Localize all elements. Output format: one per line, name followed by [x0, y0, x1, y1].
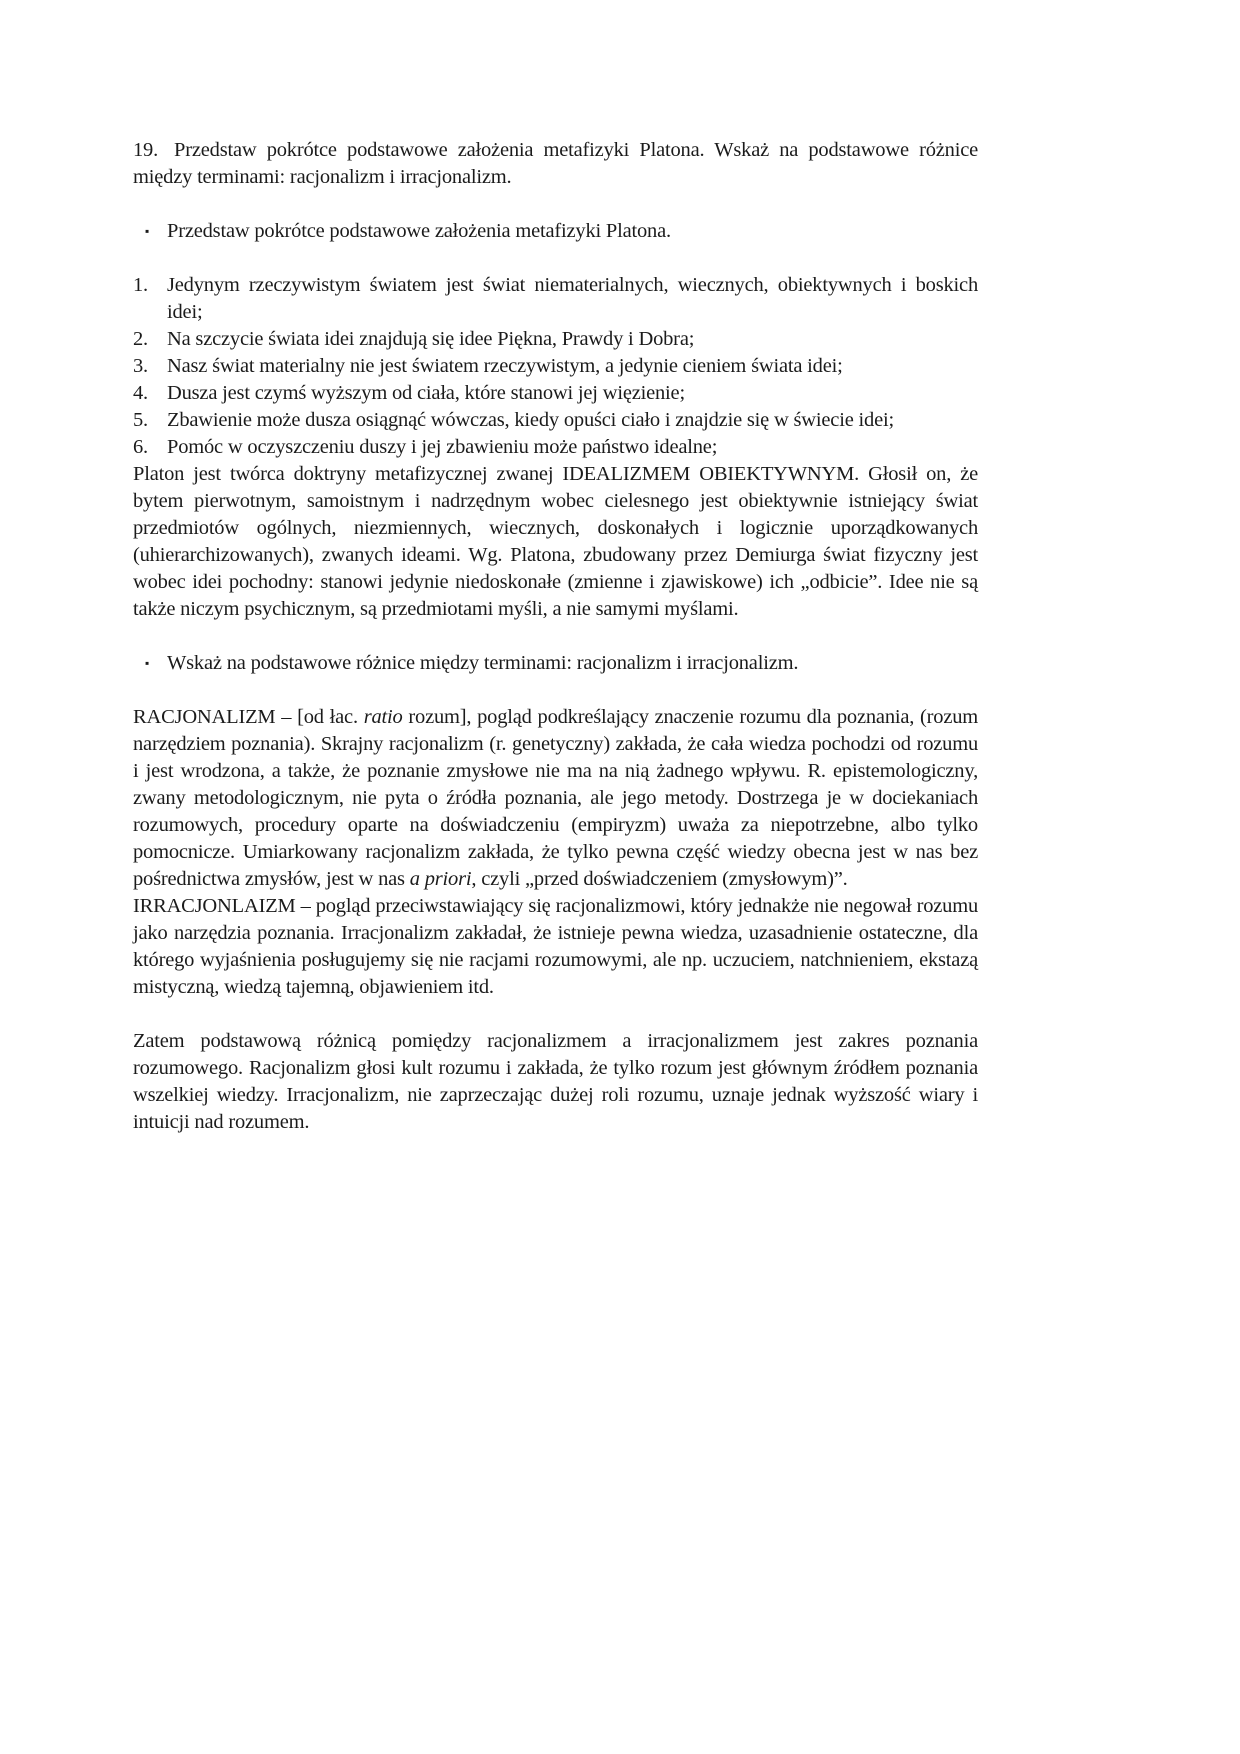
question-text: Przedstaw pokrótce podstawowe założenia metafizyki Platona. Wskaż na podstawowe różnice między terminami: racjonalizm i irracjonalizm.: [133, 139, 978, 188]
racjonalizm-text-part2: rozum], pogląd podkreślający znaczenie rozumu dla poznania, (rozum narzędziem poznania). Skrajny racjonalizm (r. genetyczny) zakłada, że cała wiedza pochodzi od rozumu i jest wrodzona, a także, że poznanie zmysłowe nie ma na nią żadnego wpływu. R. epistemologiczny, zwany metodologicznym, nie pyta o źródła poznania, ale jego metody. Dostrzega je w dociekaniach rozumowych, procedury oparte na doświadczeniu (empiryzm) uważa za niepotrzebne, albo tylko pomocnicze. Umiarkowany racjonalizm zakłada, że tylko pewna część wiedzy obecna jest w nas bez pośrednictwa zmysłów, jest w nas: [133, 706, 979, 890]
list-item-text: Jedynym rzeczywistym światem jest świat niematerialnych, wiecznych, obiektywnych i boskich idei;: [167, 274, 978, 323]
spacer: [133, 245, 978, 272]
list-item-text: Dusza jest czymś wyższym od ciała, które stanowi jej więzienie;: [167, 382, 685, 404]
spacer: [133, 677, 978, 704]
racjonalizm-apriori-term: a priori: [409, 868, 472, 890]
numbered-list: [133, 272, 978, 461]
list-item-text: Zbawienie może dusza osiągnąć wówczas, kiedy opuści ciało i znajdzie się w świecie idei;: [167, 409, 894, 431]
list-item: [133, 434, 978, 461]
list-item-text: Pomóc w oczyszczeniu duszy i jej zbawieniu może państwo idealne;: [167, 436, 718, 458]
bullet-text: Przedstaw pokrótce podstawowe założenia metafizyki Platona.: [167, 220, 671, 242]
bullet-item-terms-task: [133, 650, 978, 677]
list-item-number: 3.: [133, 355, 148, 377]
list-item: [133, 272, 978, 326]
list-item-number: 5.: [133, 409, 148, 431]
question-heading: [133, 137, 978, 191]
bullet-text: Wskaż na podstawowe różnice między terminami: racjonalizm i irracjonalizm.: [167, 652, 799, 674]
question-number: 19.: [133, 139, 159, 161]
list-item: [133, 326, 978, 353]
list-item-number: 2.: [133, 328, 148, 350]
spacer: [133, 191, 978, 218]
paragraph-conclusion: Zatem podstawową różnicą pomiędzy racjonalizmem a irracjonalizmem jest zakres poznania rozumowego. Racjonalizm głosi kult rozumu i zakłada, że tylko rozum jest głównym źródłem poznania wszelkiej wiedzy. Irracjonalizm, nie zaprzeczając dużej roli rozumu, uznaje jednak wyższość wiary i intuicji nad rozumem.: [133, 1030, 978, 1133]
list-item: [133, 380, 978, 407]
paragraph-racjonalizm-definition: [133, 704, 978, 893]
document-body: [133, 137, 978, 1136]
spacer: [133, 623, 978, 650]
list-item: [133, 407, 978, 434]
racjonalizm-text-part3: , czyli „przed doświadczeniem (zmysłowym)”.: [471, 868, 848, 890]
list-item-number: 4.: [133, 382, 148, 404]
bullet-square-icon: ▪: [145, 656, 150, 670]
bullet-square-icon: ▪: [145, 224, 150, 238]
racjonalizm-text-part1: RACJONALIZM – [od łac.: [133, 706, 364, 728]
list-item-text: Nasz świat materialny nie jest światem rzeczywistym, a jedynie cieniem świata idei;: [167, 355, 843, 377]
paragraph-irracjonalizm-definition: IRRACJONLAIZM – pogląd przeciwstawiający się racjonalizmowi, który jednakże nie negował rozumu jako narzędzia poznania. Irracjonalizm zakładał, że istnieje pewna wiedza, uzasadnienie ostateczne, dla którego wyjaśnienia posługujemy się nie racjami rozumowymi, ale np. uczuciem, natchnieniem, ekstazą mistyczną, wiedzą tajemną, objawieniem itd.: [133, 895, 978, 998]
bullet-item-platon-task: [133, 218, 978, 245]
list-item: [133, 353, 978, 380]
racjonalizm-latin-term: ratio: [363, 706, 403, 728]
list-item-number: 1.: [133, 274, 148, 296]
paragraph-platon-idealizm: Platon jest twórca doktryny metafizycznej zwanej IDEALIZMEM OBIEKTYWNYM. Głosił on, że bytem pierwotnym, samoistnym i nadrzędnym wobec cielesnego jest obiektywnie istniejący świat przedmiotów ogólnych, niezmiennych, wiecznych, doskonałych i logicznie uporządkowanych (uhierarchizowanych), zwanych ideami. Wg. Platona, zbudowany przez Demiurga świat fizyczny jest wobec idei pochodny: stanowi jedynie niedoskonałe (zmienne i zjawiskowe) ich „odbicie”. Idee nie są także niczym psychicznym, są przedmiotami myśli, a nie samymi myślami.: [133, 463, 978, 620]
list-item-text: Na szczycie świata idei znajdują się idee Piękna, Prawdy i Dobra;: [167, 328, 695, 350]
list-item-number: 6.: [133, 436, 148, 458]
spacer: [133, 1001, 978, 1028]
